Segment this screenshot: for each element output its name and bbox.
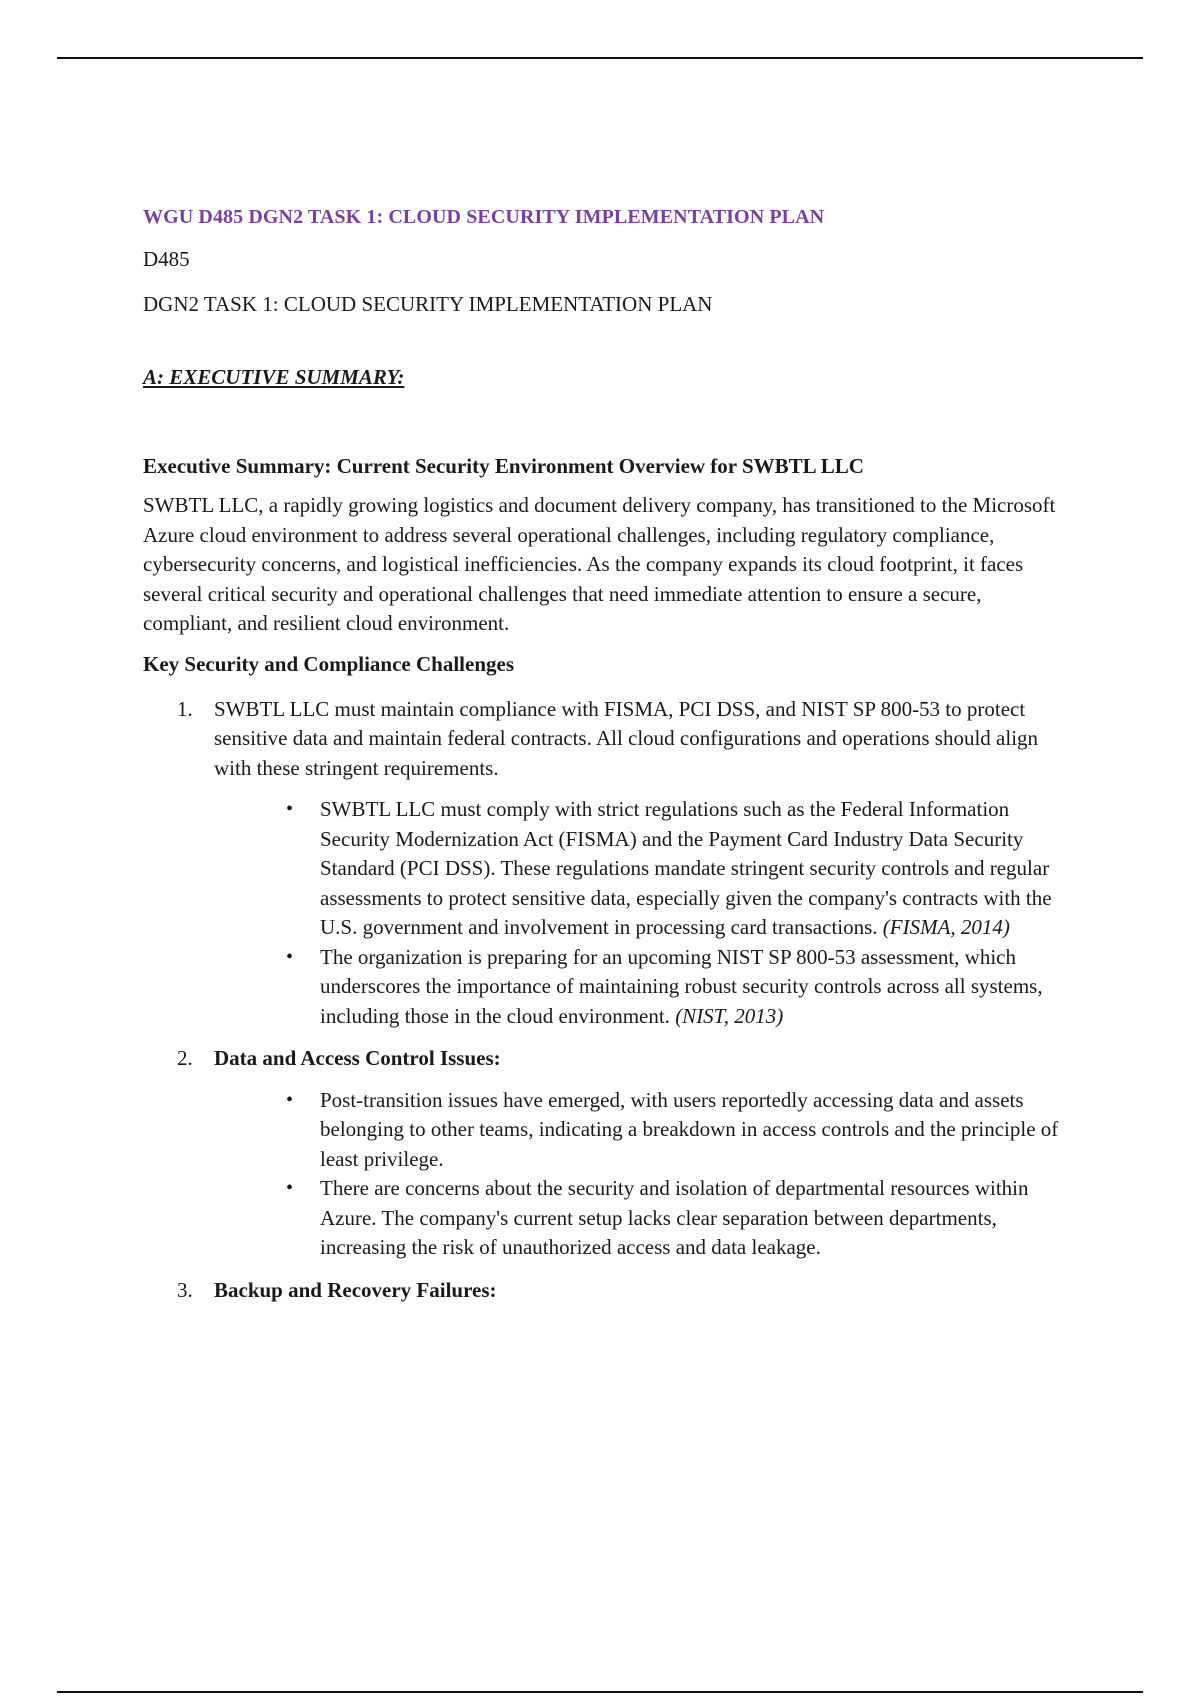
bullet-item <box>143 1086 1063 1175</box>
citation: (NIST, 2013) <box>675 1003 784 1028</box>
list-item <box>143 1044 1063 1263</box>
header-rule <box>57 57 1143 59</box>
list-item <box>143 1276 1063 1306</box>
bullet-list <box>214 1086 1063 1263</box>
task-title: DGN2 TASK 1: CLOUD SECURITY IMPLEMENTATION PLAN <box>143 292 713 316</box>
bullet-item <box>143 795 1063 943</box>
course-code: D485 <box>143 247 190 271</box>
executive-summary-paragraph: SWBTL LLC, a rapidly growing logistics and document delivery company, has transitioned to the Microsoft Azure cloud environment to address several operational challenges, including regulatory compliance, cybersecurity concerns, and logistical inefficiencies. As the company expands its cloud footprint, it faces several critical security and operational challenges that need immediate attention to ensure a secure, compliant, and resilient cloud environment. <box>143 493 1056 635</box>
list-number: 3. <box>177 1277 193 1302</box>
bullet-text: SWBTL LLC must comply with strict regulations such as the Federal Information Security Modernization Act (FISMA) and the Payment Card Industry Data Security Standard (PCI DSS). These regulations mandate stringent security controls and regular assessments to protect sensitive data, especially given the company's contracts with the U.S. government and involvement in processing card transactions. <box>320 797 1052 939</box>
document-page <box>143 206 1063 1318</box>
bullet-item <box>143 1174 1063 1263</box>
bullet-marker: • <box>286 1088 294 1111</box>
list-item-text: SWBTL LLC must maintain compliance with FISMA, PCI DSS, and NIST SP 800-53 to protect sensitive data and maintain federal contracts. All cloud configurations and operations should align with these stringent requirements. <box>214 696 1039 780</box>
bullet-text: Post-transition issues have emerged, with users reportedly accessing data and assets belonging to other teams, indicating a breakdown in access controls and the principle of least privilege. <box>320 1087 1059 1171</box>
footer-rule <box>57 1691 1143 1693</box>
list-item-text: Backup and Recovery Failures: <box>214 1277 497 1302</box>
bullet-marker: • <box>286 945 294 968</box>
list-number: 2. <box>177 1046 193 1070</box>
challenges-list <box>143 695 1063 1306</box>
bullet-text: The organization is preparing for an upcoming NIST SP 800-53 assessment, which underscores the importance of maintaining robust security controls across all systems, including those in the cloud environment. <box>320 944 1043 1028</box>
section-a-heading: A: EXECUTIVE SUMMARY: <box>143 365 405 389</box>
list-number: 1. <box>177 696 193 721</box>
bullet-marker: • <box>286 1177 294 1199</box>
bullet-list <box>214 795 1063 1031</box>
bullet-text: There are concerns about the security and isolation of departmental resources within Azure. The company's current setup lacks clear separation between departments, increasing the risk of unauthorized access and data leakage. <box>320 1176 1029 1259</box>
executive-summary-heading: Executive Summary: Current Security Environment Overview for SWBTL LLC <box>143 454 864 478</box>
bullet-item <box>143 943 1063 1032</box>
document-title: WGU D485 DGN2 TASK 1: CLOUD SECURITY IMPLEMENTATION PLAN <box>143 206 825 228</box>
key-challenges-heading: Key Security and Compliance Challenges <box>143 651 514 676</box>
list-item <box>143 695 1063 1032</box>
list-item-text: Data and Access Control Issues: <box>214 1046 501 1070</box>
bullet-marker: • <box>286 798 294 820</box>
citation: (FISMA, 2014) <box>882 915 1010 939</box>
